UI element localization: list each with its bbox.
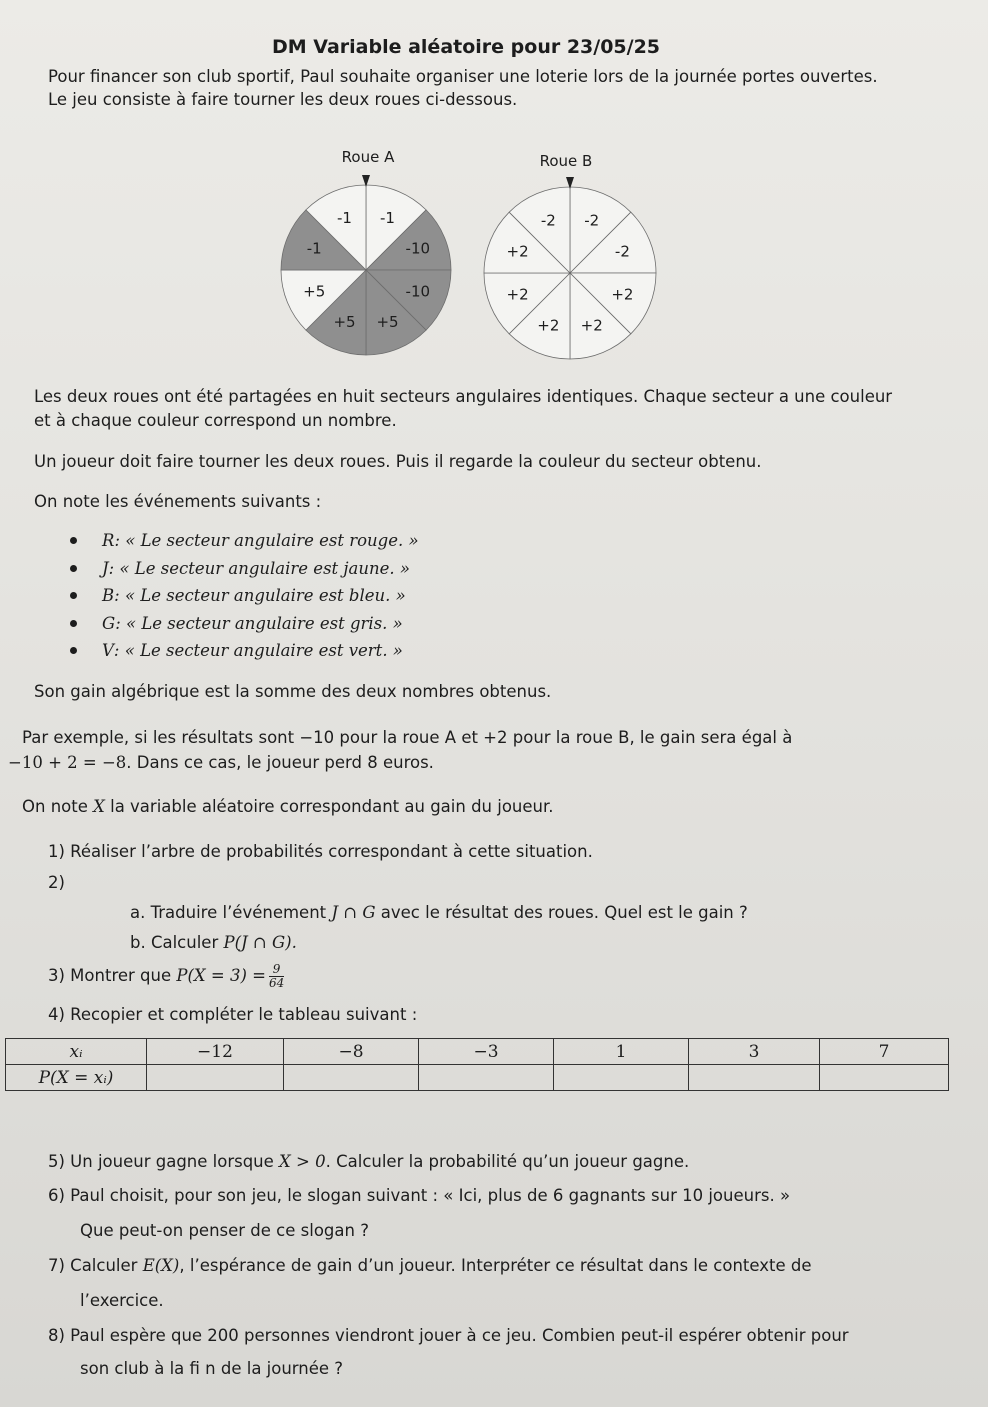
example-line-1: Par exemple, si les résultats sont −10 pour la roue A et +2 pour la roue B, le gain sera égal à (22, 728, 793, 747)
variable-symbol: X (93, 797, 105, 816)
question-2a (130, 903, 748, 922)
variable-definition (22, 795, 554, 818)
q2b-before: b. Calculer (130, 933, 224, 952)
wheel-b-title: Roue B (539, 152, 593, 170)
event-text: : « Le secteur angulaire est jaune. » (108, 558, 410, 578)
question-7 (48, 1256, 811, 1275)
paragraph-1-line-2: et à chaque couleur correspond un nombre. (34, 411, 397, 430)
table-row (6, 1065, 949, 1091)
event-text: : « Le secteur angulaire est bleu. » (114, 586, 406, 606)
list-item (70, 555, 419, 583)
list-item (70, 527, 419, 555)
question-3 (48, 963, 284, 990)
table-cell: −3 (419, 1039, 554, 1065)
wheel-a-sector-label: +5 (303, 282, 326, 301)
intro-line-1: Pour financer son club sportif, Paul souhaite organiser une loterie lors de la journée portes ouvertes. (48, 67, 878, 86)
question-6-line-2: Que peut-on penser de ce slogan ? (80, 1221, 369, 1240)
event-text: : « Le secteur angulaire est gris. » (115, 613, 403, 633)
paragraph-1-line-1: Les deux roues ont été partagées en huit secteurs angulaires identiques. Chaque secteur a une couleur (34, 387, 893, 406)
wheel-b-sector-label: +2 (580, 316, 603, 335)
wheel-b-sector-label: -2 (540, 211, 556, 230)
q7-before: 7) Calculer (48, 1256, 143, 1275)
event-letter: G (102, 613, 116, 633)
q2a-math: J ∩ G (331, 903, 376, 922)
table-cell-empty[interactable] (419, 1065, 554, 1091)
wheel-b-sector-label: -2 (614, 242, 630, 261)
wheel-a-sector-label: +5 (376, 312, 399, 331)
wheel-a-sector-label: -10 (405, 239, 431, 258)
gain-text: Son gain algébrique est la somme des deux nombres obtenus. (34, 682, 552, 701)
event-letter: V (102, 641, 114, 661)
wheel-b-sector-label: +2 (537, 316, 560, 335)
table-cell-empty[interactable] (284, 1065, 419, 1091)
question-2b (130, 933, 297, 952)
q5-before: 5) Un joueur gagne lorsque (48, 1152, 280, 1171)
event-letter: R (102, 531, 115, 551)
question-6-line-1: 6) Paul choisit, pour son jeu, le slogan suivant : « Ici, plus de 6 gagnants sur 10 joueurs. » (48, 1186, 791, 1205)
page-title: DM Variable aléatoire pour 23/05/25 (272, 36, 661, 58)
paragraph-3: On note les événements suivants : (34, 492, 322, 511)
q2a-before: a. Traduire l’événement (130, 903, 332, 922)
variable-after: la variable aléatoire correspondant au gain du joueur. (104, 797, 554, 816)
q3-before: 3) Montrer que (48, 966, 177, 985)
event-letter: B (102, 586, 115, 606)
table-cell-empty[interactable] (820, 1065, 949, 1091)
list-item (70, 582, 419, 610)
wheel-b-sector-label: +2 (506, 285, 529, 304)
wheel-a (281, 148, 451, 355)
table-row (6, 1039, 949, 1065)
event-text: : « Le secteur angulaire est rouge. » (114, 531, 419, 551)
table-cell-empty[interactable] (147, 1065, 284, 1091)
q3-math: P(X = 3) = (176, 966, 266, 985)
question-4: 4) Recopier et compléter le tableau suivant : (48, 1005, 418, 1024)
question-8-line-2: son club à la fi n de la journée ? (80, 1359, 344, 1378)
table-cell: 1 (554, 1039, 689, 1065)
question-1: 1) Réaliser l’arbre de probabilités correspondant à cette situation. (48, 842, 593, 861)
table-cell: 3 (689, 1039, 820, 1065)
q2a-after: avec le résultat des roues. Quel est le gain ? (375, 903, 748, 922)
table-header-p: P(X = xᵢ) (6, 1065, 147, 1091)
variable-before: On note (22, 797, 94, 816)
wheel-a-title: Roue A (341, 148, 395, 166)
wheel-a-sector-label: +5 (333, 312, 356, 331)
fraction (269, 963, 284, 990)
table-cell-empty[interactable] (689, 1065, 820, 1091)
fraction-denominator: 64 (268, 976, 285, 990)
event-letter: J (102, 558, 109, 578)
fraction-numerator: 9 (269, 963, 284, 977)
events-list (70, 527, 419, 665)
wheel-b (484, 152, 656, 359)
q5-after: . Calculer la probabilité qu’un joueur gagne. (325, 1152, 690, 1171)
wheel-a-sector-label: -1 (306, 239, 322, 258)
example-math: −10 + 2 = −8 (8, 753, 127, 772)
table-cell: −12 (147, 1039, 284, 1065)
question-2: 2) (48, 873, 65, 892)
list-item (70, 637, 419, 665)
table-header-xi: xᵢ (6, 1039, 147, 1065)
question-7-line-2: l’exercice. (80, 1291, 164, 1310)
wheel-a-sector-label: -1 (337, 209, 352, 228)
q7-math: E(X) (142, 1256, 180, 1275)
q2b-math: P(J ∩ G). (223, 933, 297, 952)
question-8-line-1: 8) Paul espère que 200 personnes viendront jouer à ce jeu. Combien peut-il espérer obtenir pour (48, 1326, 849, 1345)
paragraph-2: Un joueur doit faire tourner les deux roues. Puis il regarde la couleur du secteur obtenu. (34, 452, 762, 471)
wheels-figure (270, 140, 670, 370)
wheel-a-sector-label: -1 (380, 209, 395, 228)
q5-math: X > 0 (279, 1152, 326, 1171)
list-item (70, 610, 419, 638)
intro-line-2: Le jeu consiste à faire tourner les deux roues ci-dessous. (48, 90, 518, 109)
wheel-a-sector-label: -10 (405, 282, 431, 301)
values-table (5, 1038, 949, 1091)
question-5 (48, 1152, 689, 1171)
wheel-b-sector-label: +2 (611, 285, 634, 304)
example-line-2 (8, 751, 434, 774)
event-text: : « Le secteur angulaire est vert. » (113, 641, 403, 661)
wheel-b-sector-label: -2 (584, 211, 600, 230)
table-cell-empty[interactable] (554, 1065, 689, 1091)
table-cell: −8 (284, 1039, 419, 1065)
q7-after: , l’espérance de gain d’un joueur. Interpréter ce résultat dans le contexte de (179, 1256, 812, 1275)
wheel-b-sector-label: +2 (506, 242, 529, 261)
table-cell: 7 (820, 1039, 949, 1065)
example-text: . Dans ce cas, le joueur perd 8 euros. (126, 753, 434, 772)
